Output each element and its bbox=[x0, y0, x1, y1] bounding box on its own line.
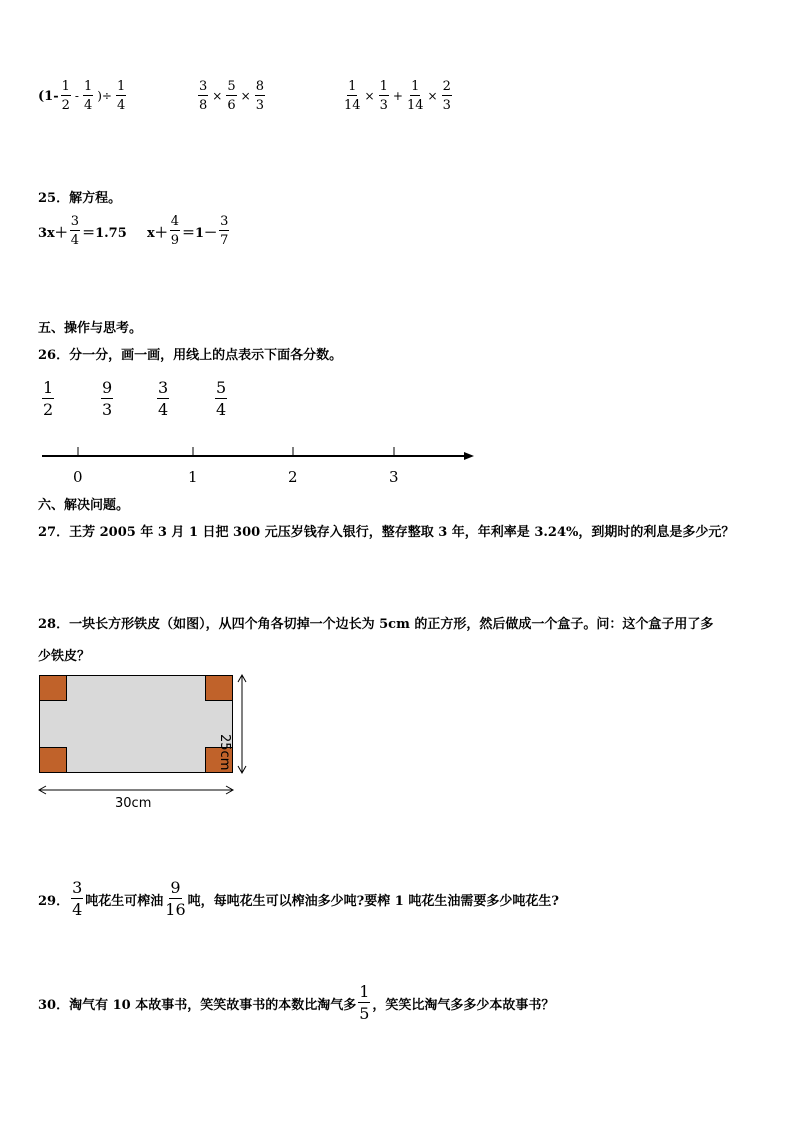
operator: )÷ bbox=[97, 89, 112, 103]
fraction: $\frac{1}{4}$ bbox=[116, 79, 126, 113]
width-label: 30cm bbox=[115, 796, 152, 811]
q26-title: 26．分一分，画一画，用线上的点表示下面各分数。 bbox=[38, 348, 343, 363]
paren-open: (1- bbox=[38, 88, 59, 104]
q26-fraction-4: $\frac{5}{4}$ bbox=[216, 378, 227, 419]
corner-square-bottom-left bbox=[40, 747, 67, 772]
question-text: 30．淘气有 10 本故事书，笑笑故事书的本数比淘气多 bbox=[38, 997, 357, 1013]
q28-text-line-1: 28．一块长方形铁皮（如图），从四个角各切掉一个边长为 5cm 的正方形，然后做成一个盒子。问：这个盒子用了多 bbox=[38, 617, 714, 632]
fraction: $\frac{5}{6}$ bbox=[227, 79, 236, 113]
fraction: $\frac{3}{4}$ bbox=[72, 878, 83, 919]
calc-expression-2 bbox=[196, 80, 267, 112]
equation-text: ＝1－ bbox=[182, 225, 218, 241]
equation-text: 3x＋ bbox=[38, 225, 68, 241]
height-dimension-arrow bbox=[230, 670, 260, 780]
tick-label-3: 3 bbox=[389, 468, 399, 486]
fraction: $\frac{1}{3}$ bbox=[379, 79, 388, 113]
q30-text bbox=[38, 984, 554, 1022]
q27-text: 27．王芳 2005 年 3 月 1 日把 300 元压岁钱存入银行，整存整取 3 年，年利率是 3.24%，到期时的利息是多少元？ bbox=[38, 525, 735, 540]
equation-text: x＋ bbox=[147, 225, 168, 241]
corner-square-top-left bbox=[40, 676, 67, 701]
metal-sheet-rectangle bbox=[39, 675, 233, 773]
q25-equation-1 bbox=[38, 215, 127, 247]
fraction: $\frac{9}{16}$ bbox=[165, 878, 186, 919]
section-6-heading: 六、解决问题。 bbox=[38, 498, 130, 513]
equation-text: ＝1.75 bbox=[82, 225, 127, 241]
fraction: $\frac{1}{5}$ bbox=[359, 982, 370, 1023]
question-number: 29． bbox=[38, 893, 70, 909]
fraction: $\frac{3}{8}$ bbox=[199, 79, 208, 113]
tick-label-1: 1 bbox=[188, 468, 198, 486]
q26-fraction-2: $\frac{9}{3}$ bbox=[102, 378, 113, 419]
calc-expression-1 bbox=[38, 80, 128, 112]
operator: + bbox=[392, 89, 403, 103]
fraction: $\frac{3}{4}$ bbox=[70, 214, 80, 248]
fraction: $\frac{1}{4}$ bbox=[83, 79, 93, 113]
question-text: 吨，每吨花生可以榨油多少吨?要榨 1 吨花生油需要多少吨花生? bbox=[187, 893, 559, 909]
calc-expression-3 bbox=[342, 80, 454, 112]
q25-equation-2 bbox=[147, 215, 231, 247]
q26-fraction-1: $\frac{1}{2}$ bbox=[43, 378, 54, 419]
fraction: $\frac{1}{14}$ bbox=[344, 79, 361, 113]
fraction: $\frac{1}{2}$ bbox=[61, 79, 70, 113]
fraction: $\frac{8}{3}$ bbox=[255, 79, 264, 113]
q26-fraction-3: $\frac{3}{4}$ bbox=[158, 378, 169, 419]
operator: × bbox=[364, 89, 375, 103]
corner-square-top-right bbox=[205, 676, 232, 701]
operator: - bbox=[74, 89, 79, 103]
section-5-heading: 五、操作与思考。 bbox=[38, 321, 143, 336]
tick-label-0: 0 bbox=[73, 468, 83, 486]
question-text: ，笑笑比淘气多多少本故事书？ bbox=[372, 997, 555, 1013]
number-line bbox=[38, 440, 478, 490]
fraction: $\frac{1}{14}$ bbox=[406, 79, 424, 113]
q29-text bbox=[38, 880, 559, 918]
operator: × bbox=[427, 89, 438, 103]
q25-title: 25．解方程。 bbox=[38, 191, 122, 206]
fraction: $\frac{4}{9}$ bbox=[170, 214, 180, 248]
fraction: $\frac{2}{3}$ bbox=[442, 79, 451, 113]
height-label: 25cm bbox=[217, 734, 232, 771]
operator: × bbox=[240, 89, 251, 103]
q28-text-line-2: 少铁皮？ bbox=[38, 649, 91, 664]
fraction: $\frac{3}{7}$ bbox=[220, 214, 229, 248]
operator: × bbox=[212, 89, 223, 103]
tick-label-2: 2 bbox=[288, 468, 298, 486]
arrow-right-icon bbox=[464, 452, 474, 460]
question-text: 吨花生可榨油 bbox=[85, 893, 164, 909]
